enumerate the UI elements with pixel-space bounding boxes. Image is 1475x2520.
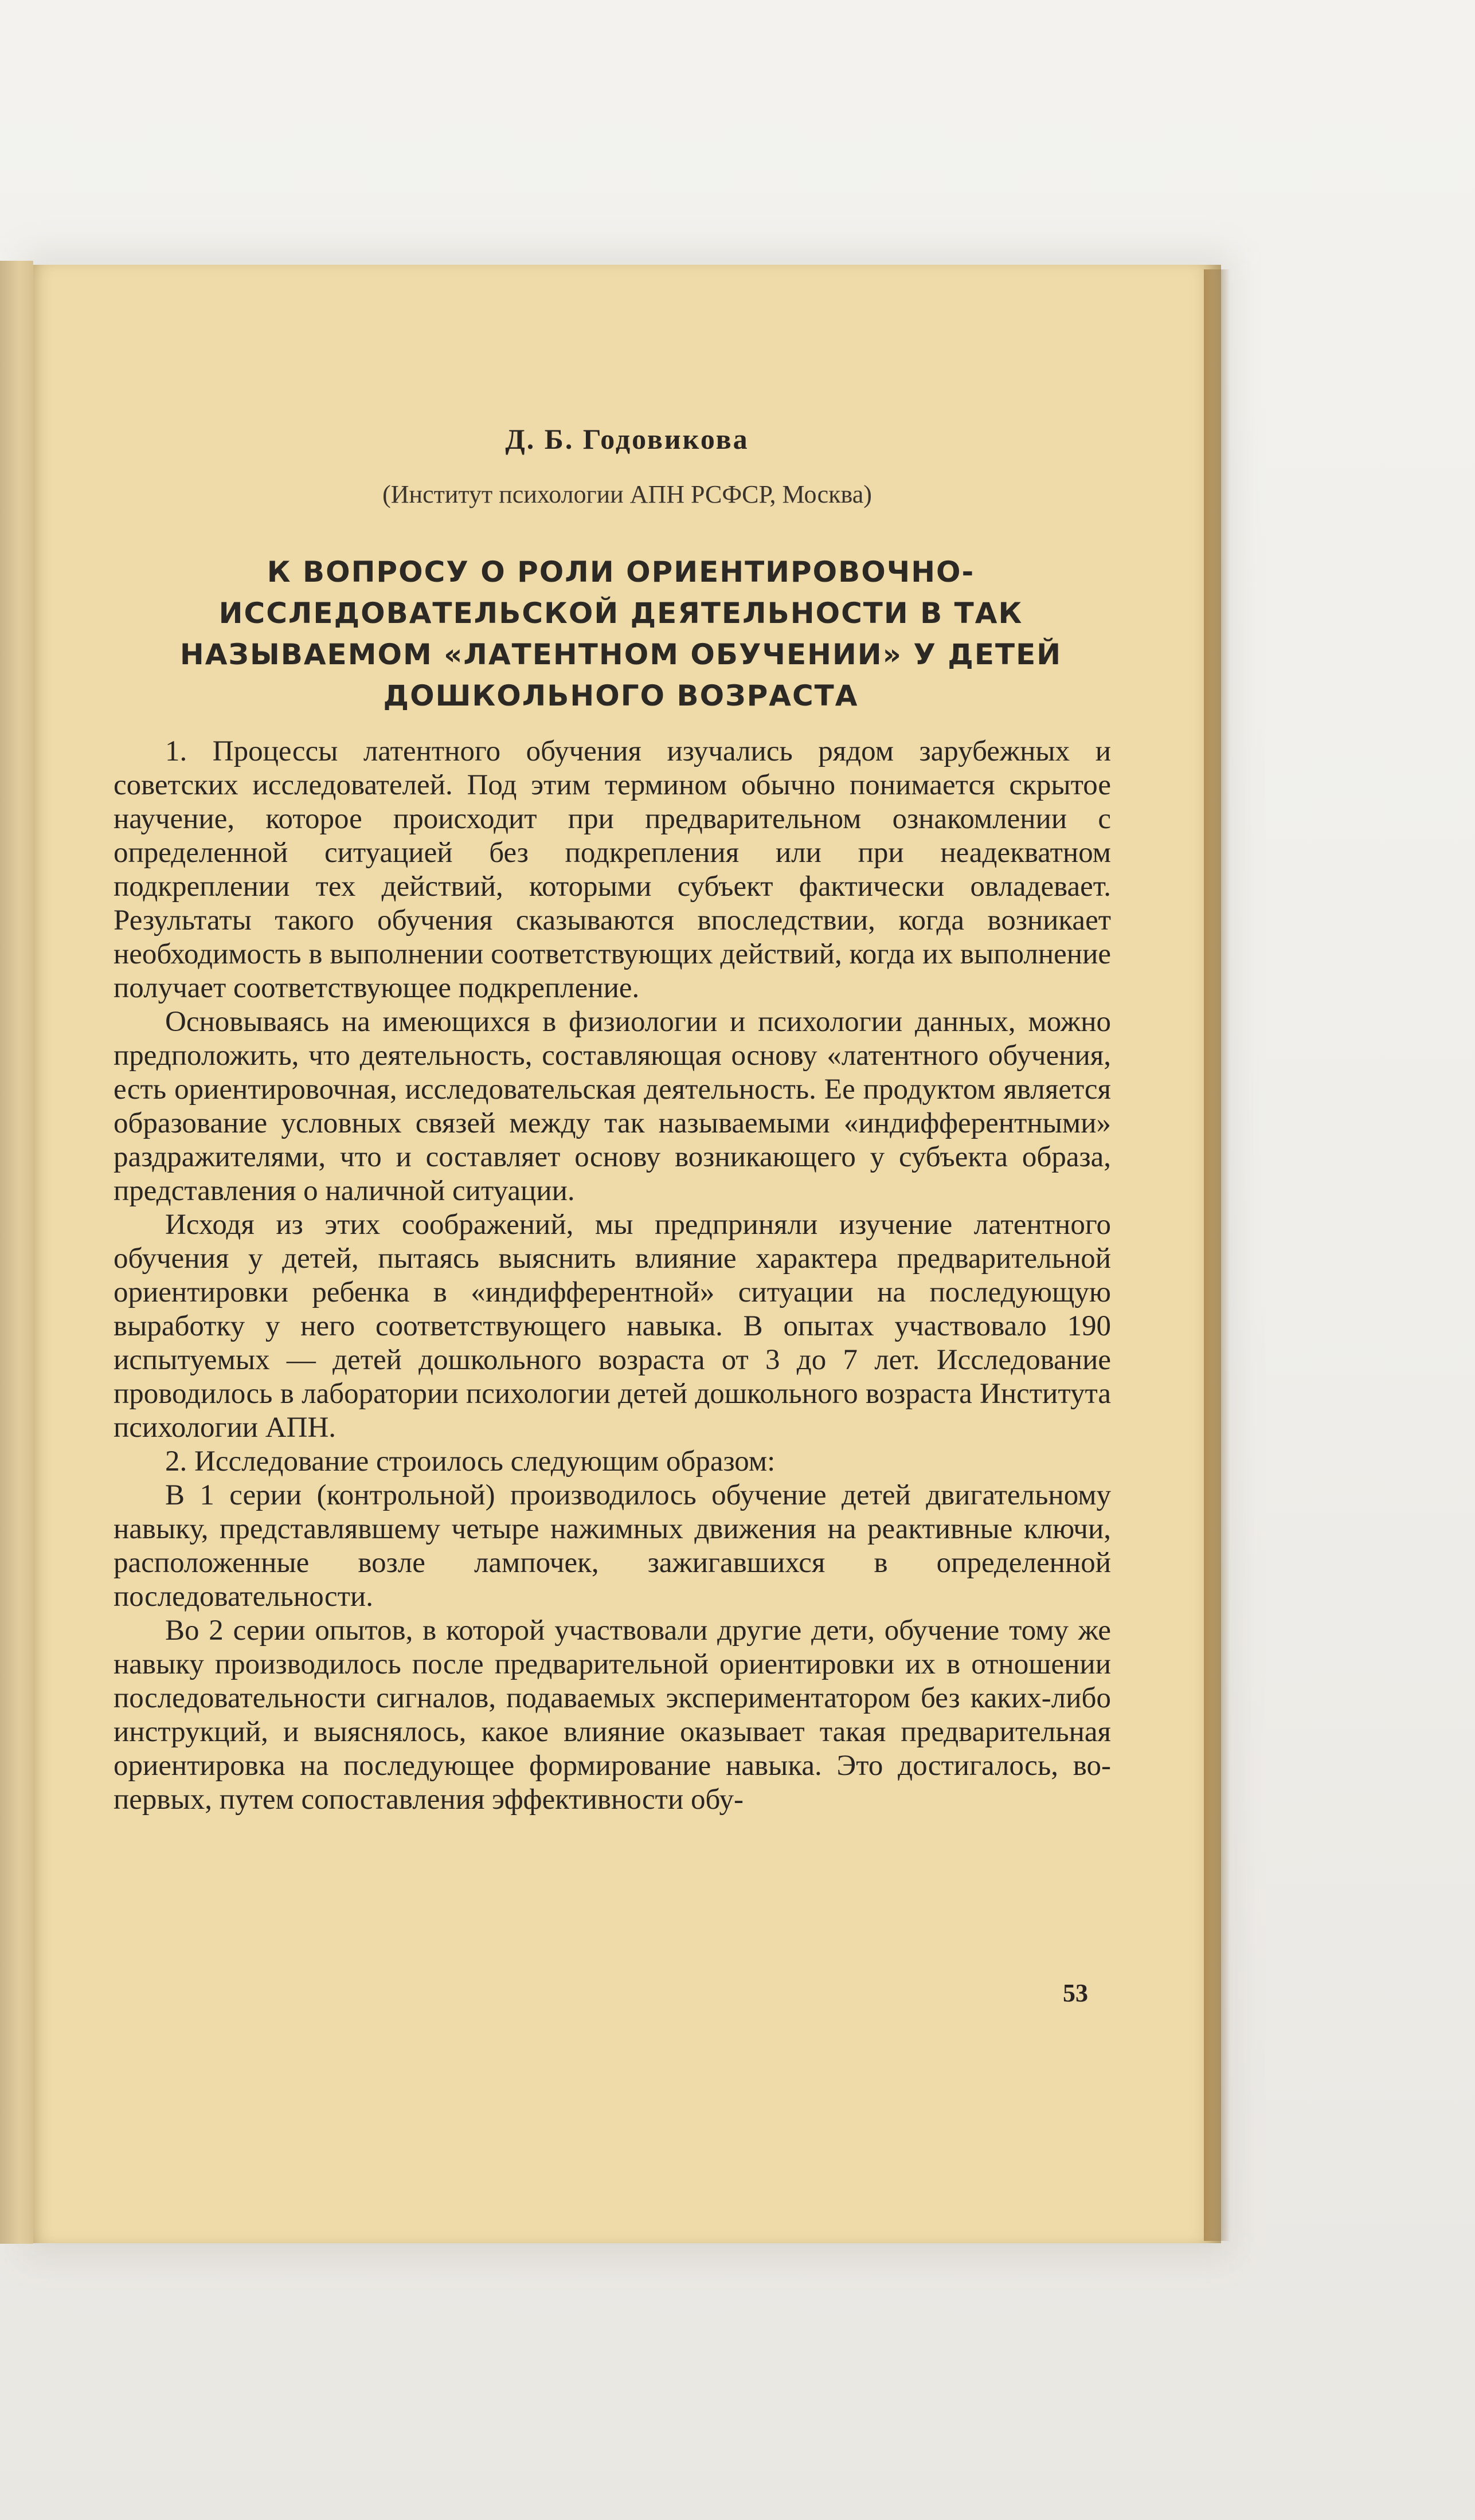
- paragraph: В 1 серии (контрольной) производилось обучение детей двигательному навыку, представлявшему четыре нажимных движения на реактивные ключи, расположенные возле лампочек, зажигавшихся в определенной последовательности.: [114, 1479, 1111, 1613]
- paragraph: 2. Исследование строилось следующим образом:: [165, 1445, 776, 1477]
- article-body: [114, 735, 1111, 1817]
- paragraph: Исходя из этих соображений, мы предприняли изучение латентного обучения у детей, пытаясь выяснить влияние характера предварительной ориентировки ребенка в «индифферентной» ситуации на последующую выработку у него соответствующего навыка. В опытах участвовало 190 испытуемых — детей дошкольного возраста от 3 до 7 лет. Исследование проводилось в лаборатории психологии детей дошкольного возраста Института психологии АПН.: [114, 1209, 1111, 1444]
- paragraph: 1. Процессы латентного обучения изучались рядом зарубежных и советских исследователей. Под этим термином обычно понимается скрытое научение, которое происходит при предварительном ознакомлении с определенной ситуацией без подкрепления или при неадекватном подкреплении тех действий, которыми субъект фактически овладевает. Результаты такого обучения сказываются впоследствии, когда возникает необходимость в выполнении соответствующих действий, когда их выполнение получает соответствующее подкрепление.: [114, 735, 1111, 1004]
- paragraph: Основываясь на имеющихся в физиологии и психологии данных, можно предположить, что деятельность, составляющая основу «латентного обучения, есть ориентировочная, исследовательская деятельность. Ее продуктом является образование условных связей между так называемыми «индифферентными» раздражителями, что и составляет основу возникающего у субъекта образа, представления о наличной ситуации.: [114, 1006, 1111, 1207]
- article-title: К ВОПРОСУ О РОЛИ ОРИЕНТИРОВОЧНО-ИССЛЕДОВАТЕЛЬСКОЙ ДЕЯТЕЛЬНОСТИ В ТАК НАЗЫВАЕМОМ «ЛАТЕНТНОМ ОБУЧЕНИИ» У ДЕТЕЙ ДОШКОЛЬНОГО ВОЗРАСТА: [179, 555, 1062, 712]
- page-number: 53: [1063, 1979, 1088, 2007]
- previous-page-edge: [0, 261, 33, 2244]
- page-right-edge: [1204, 269, 1230, 2241]
- author-name: Д. Б. Годовикова: [505, 423, 749, 455]
- book-page: [33, 265, 1221, 2243]
- author-affiliation: (Институт психологии АПН РСФСР, Москва): [382, 480, 872, 508]
- paragraph: Во 2 серии опытов, в которой участвовали другие дети, обучение тому же навыку производилось после предварительной ориентировки их в отношении последовательности сигналов, подаваемых экспериментатором без каких-либо инструкций, и выяснялось, какое влияние оказывает такая предварительная ориентировка на последующее формирование навыка. Это достигалось, во-первых, путем сопоставления эффективности обу-: [114, 1614, 1111, 1816]
